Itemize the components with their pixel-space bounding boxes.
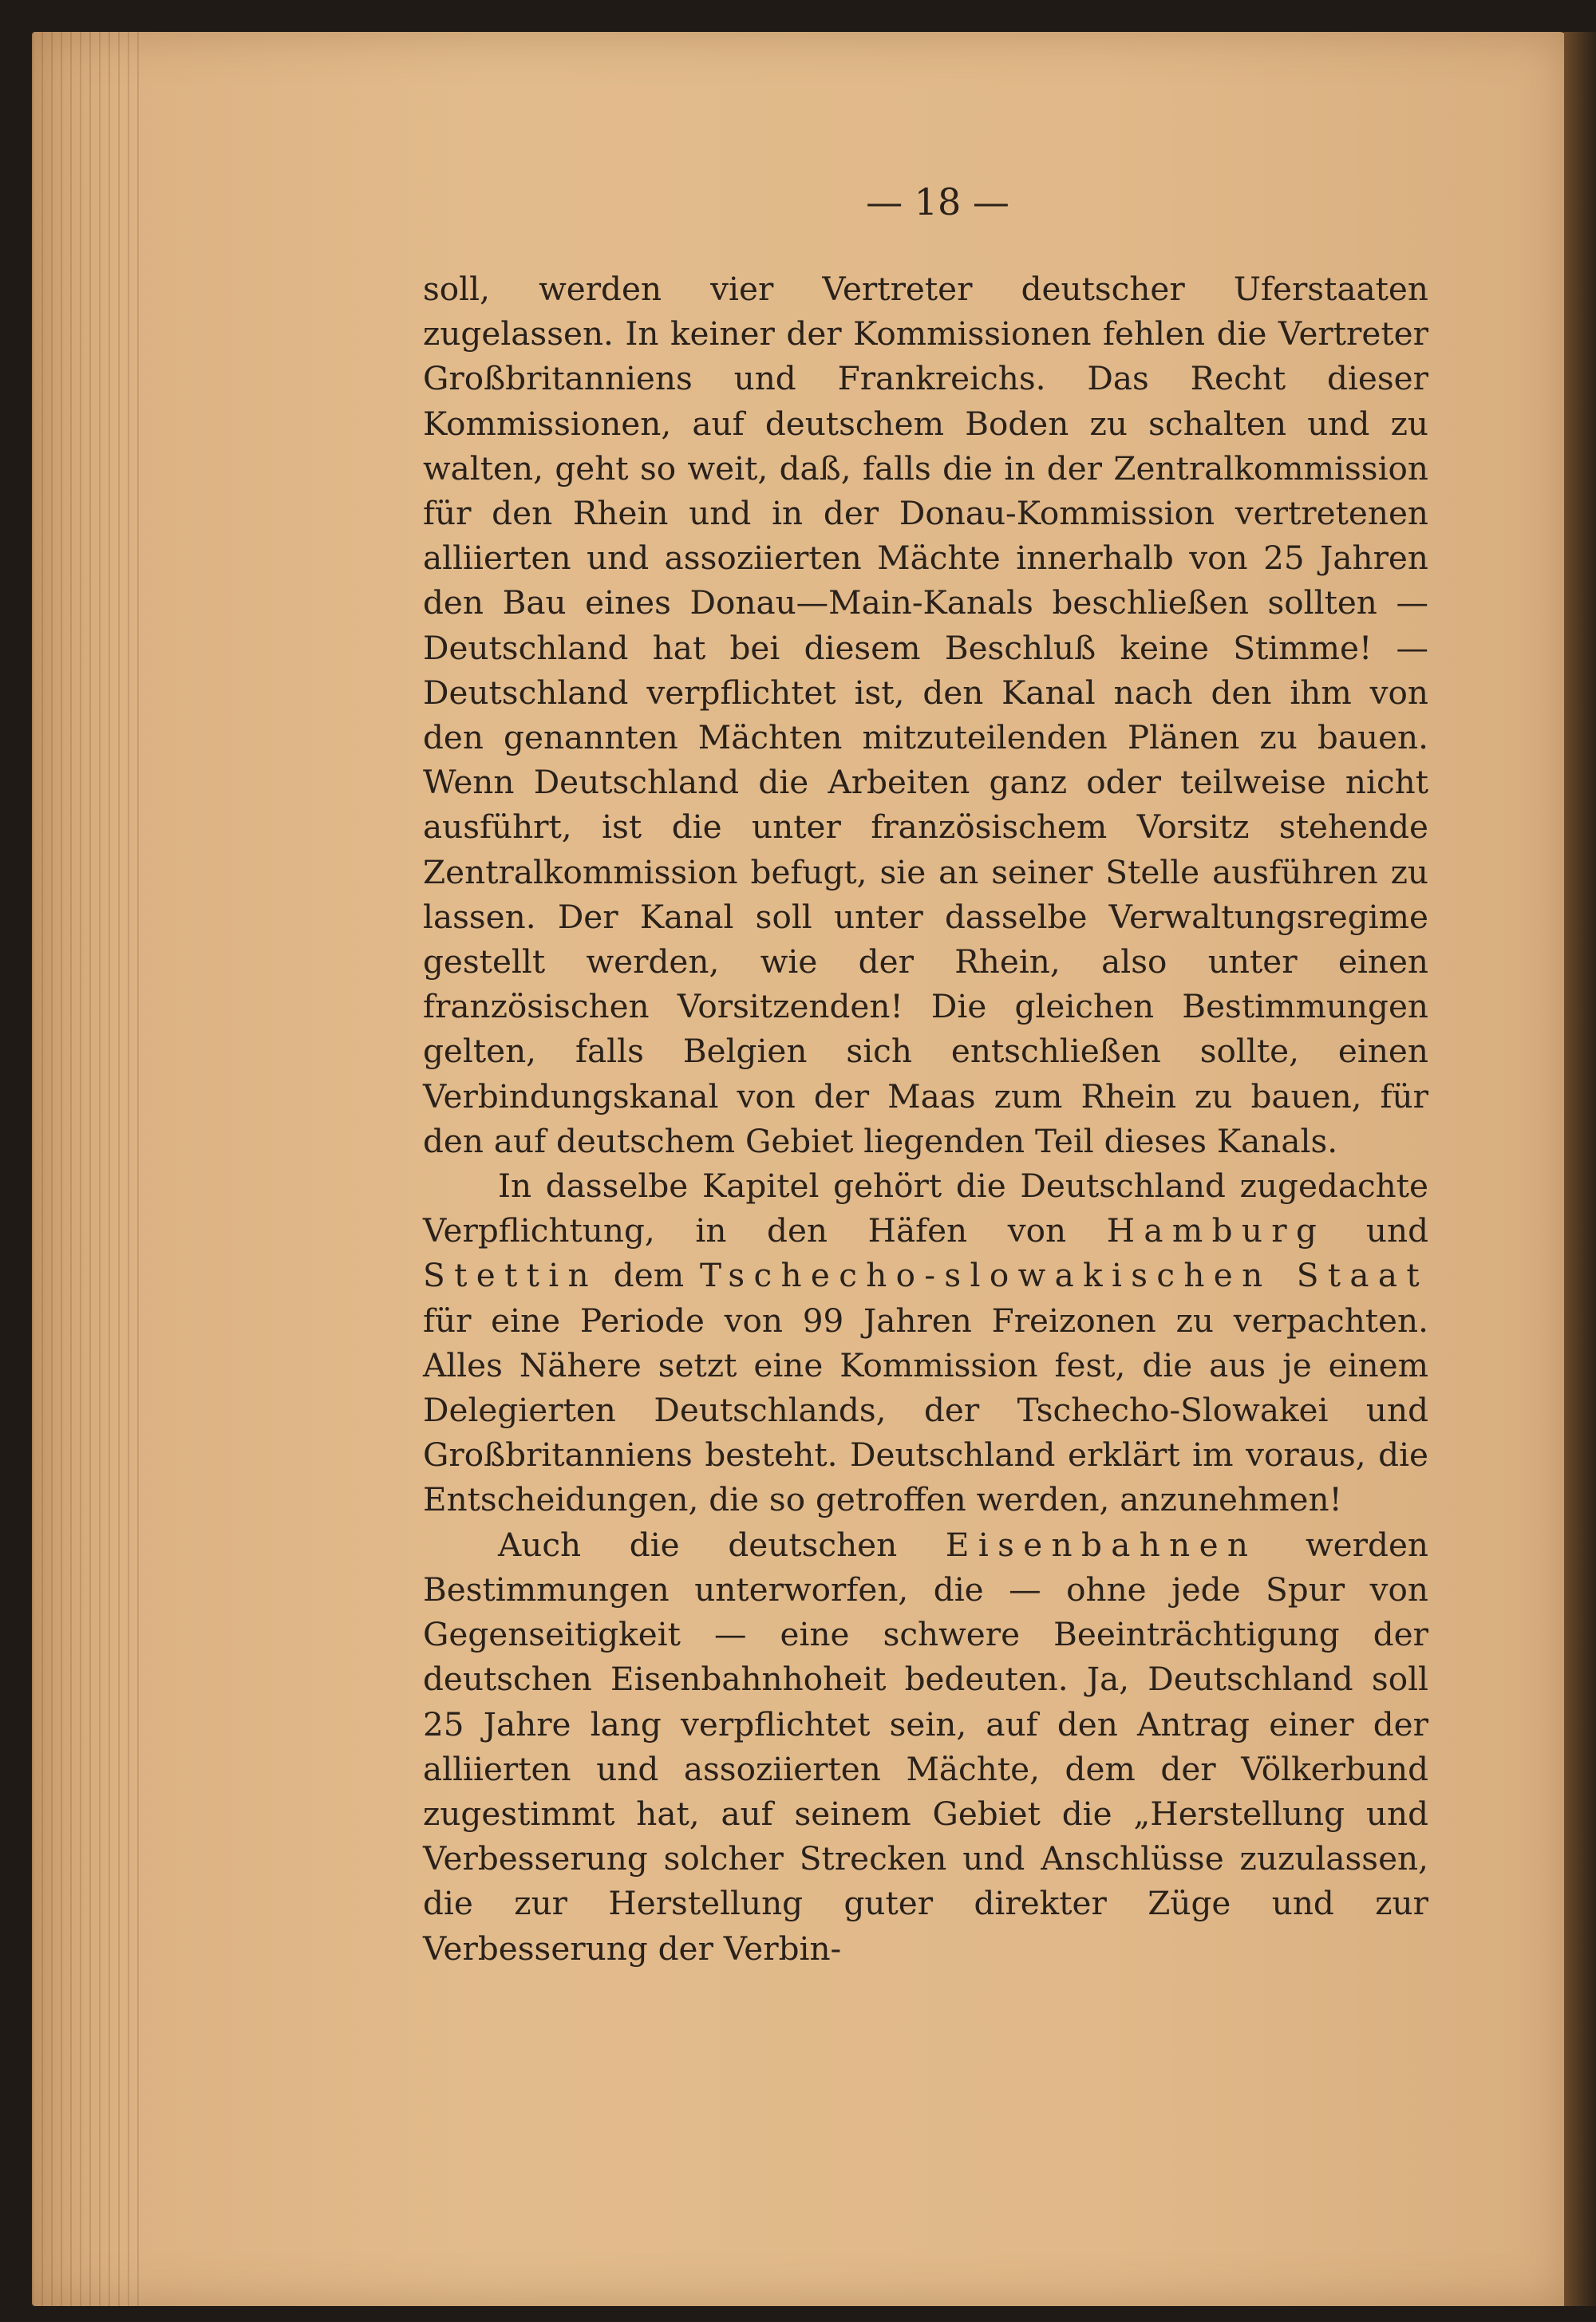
emphasized-text: Eisenbahnen	[945, 1525, 1258, 1564]
paragraph	[423, 1163, 1428, 1522]
text-segment: Auch die deutschen	[498, 1525, 946, 1564]
body-text	[423, 267, 1428, 1971]
page-edges	[32, 32, 144, 2306]
text-segment: werden Bestimmungen unterworfen, die — ohne jede Spur von Gegenseitigkeit — eine schwere Beeinträchtigung der deutschen Eisenbahnhoheit bedeuten. Ja, Deutschland soll 25 Jahre lang verpflichtet sein, auf den Antrag einer der alliierten und assoziierten Mächte, dem der Völkerbund zugestimmt hat, auf seinem Gebiet die „Herstellung und Verbesserung solcher Strecken und Anschlüsse zuzulassen, die zur Herstellung guter direkter Züge und zur Verbesserung der Verbin-	[423, 1525, 1428, 1968]
paragraph	[423, 1522, 1428, 1971]
page-content	[423, 180, 1429, 1971]
paragraph	[423, 267, 1428, 1163]
emphasized-text: Hamburg	[1106, 1211, 1326, 1250]
text-segment: und	[1325, 1211, 1428, 1250]
text-segment: In dasselbe Kapitel gehört die Deutschland zugedachte Verpflichtung, in den Häfen von	[423, 1167, 1428, 1250]
text-segment: soll, werden vier Vertreter deutscher Uferstaaten zugelassen. In keiner der Kommissionen fehlen die Vertreter Großbritanniens und Frankreichs. Das Recht dieser Kommissionen, auf deutschem Boden zu schalten und zu walten, geht so weit, daß, falls die in der Zentralkommission für den Rhein und in der Donau-Kommission vertretenen alliierten und assoziierten Mächte innerhalb von 25 Jahren den Bau eines Donau—Main-Kanals beschließen sollten — Deutschland hat bei diesem Beschluß keine Stimme! — Deutschland verpflichtet ist, den Kanal nach den ihm von den genannten Mächten mitzuteilenden Plänen zu bauen. Wenn Deutschland die Arbeiten ganz oder teilweise nicht ausführt, ist die unter französischem Vorsitz stehende Zentralkommission befugt, sie an seiner Stelle ausführen zu lassen. Der Kanal soll unter dasselbe Verwaltungsregime gestellt werden, wie der Rhein, also unter einen französischen Vorsitzenden! Die gleichen Bestimmungen gelten, falls Belgien sich entschließen sollte, einen Verbindungskanal von der Maas zum Rhein zu bauen, für den auf deutschem Gebiet liegenden Teil dieses Kanals.	[423, 270, 1428, 1160]
emphasized-text: Stettin	[423, 1256, 598, 1295]
page-number: — 18 —	[866, 180, 1009, 223]
binding-shadow	[1564, 32, 1596, 2306]
text-segment: dem	[597, 1256, 700, 1295]
emphasized-text: Tschecho-slowakischen Staat	[699, 1256, 1429, 1295]
text-segment: für eine Periode von 99 Jahren Freizonen zu verpachten. Alles Nähere setzt eine Kommission fest, die aus je einem Delegierten Deutschlands, der Tschecho-Slowakei und Großbritanniens besteht. Deutschland erklärt im voraus, die Entscheidungen, die so getroffen werden, anzunehmen!	[423, 1301, 1428, 1519]
